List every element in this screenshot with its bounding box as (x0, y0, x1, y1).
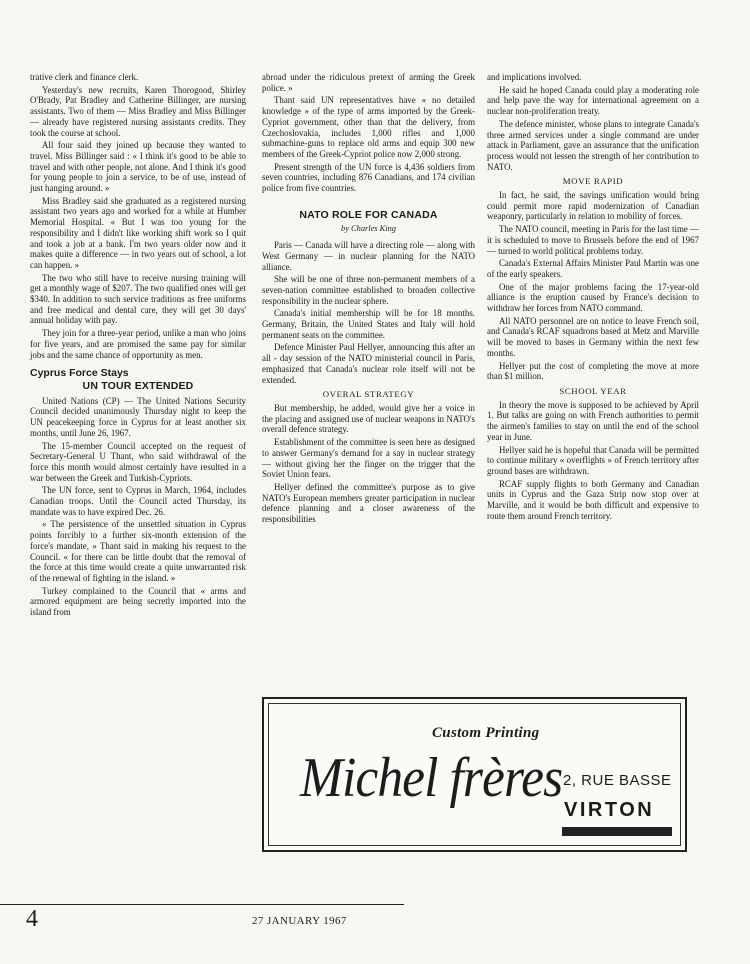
article-paragraph: Miss Bradley said she graduated as a registered nursing assistant two years ago and worked for a while at Humber Memorial Hospital. « But I was too young for the responsibility and I didn't like working shift work so I quit and took a job at a bank. I'm two years older now and it makes quite a difference — in two years out of school, a lot can happen. » (30, 195, 246, 270)
article-paragraph: Thant said UN representatives have « no detailed knowledge » of the type of arms imported by the Greek-Cypriot government, other than that the delivery, from Czechoslovakia, includes 1,000 rifles and 1,000 submachine-guns to replace old arms and equip 300 new members of the Greek-Cypriot police now 2,000 strong. (262, 95, 475, 159)
ad-underline-bar (562, 827, 672, 836)
section-subhead: OVERAL STRATEGY (322, 389, 415, 400)
article-paragraph: Turkey complained to the Council that « arms and armored equipment are being secretly imported into the island from (30, 585, 246, 618)
column-left (30, 72, 246, 620)
section-subhead: MOVE RAPID (562, 176, 624, 187)
issue-date: 27 JANUARY 1967 (252, 915, 347, 927)
article-kicker: Cyprus Force Stays (30, 367, 129, 380)
section-subhead: SCHOOL YEAR (559, 385, 627, 396)
article-paragraph: RCAF supply flights to both Germany and Canadian units in Cyprus and the Gaza Strip now stop over at Marville, and it would be both difficult and expensive to route them around French territory. (487, 478, 699, 521)
article-paragraph: But membership, he added, would give her a voice in the placing and assigned use of nuclear weapons in NATO's overall defence strategy. (262, 402, 475, 435)
article-paragraph: The defence minister, whose plans to integrate Canada's three armed services under a single command are under attack in Parliament, gave an assurance that the unification process would not lessen the strength of her contribution to NATO. (487, 118, 699, 172)
article-paragraph: Hellyer put the cost of completing the move at more than $1 million. (487, 360, 699, 382)
article-paragraph: They join for a three-year period, unlike a man who joins for five years, and are promised the same pay for similar jobs and the same chance of opportunity as men. (30, 328, 246, 360)
article-paragraph: United Nations (CP) — The United Nations Security Council decided unanimously Thursday night to keep the UN peacekeeping force in Cyprus for at least another six months, until June 26, 1967. (30, 395, 246, 438)
article-paragraph: He said he hoped Canada could play a moderating role and help pave the way for international agreement on a nuclear non-proliferation treaty. (487, 84, 699, 117)
article-paragraph: The 15-member Council accepted on the request of Secretary-General U Thant, who said withdrawal of the force this month would almost certainly have resulted in a war between the Greek and Turkish-Cypriots. (30, 440, 246, 483)
article-paragraph: « The persistence of the unsettled situation in Cyprus points forcibly to a further six-month extension of the force's mandate, » Thant said in making his request to the Council. « for there can be little doubt that the removal of the force at this time would create a quite unwarranted risk of the renewal of fighting in the island. » (30, 519, 246, 583)
ad-tagline: Custom Printing (432, 725, 540, 741)
article-paragraph: She will be one of three non-permanent members of a seven-nation committee established to broaden collective responsibility in the nuclear sphere. (262, 274, 475, 306)
article-paragraph: Hellyer defined the committee's purpose as to give NATO's European members greater participation in nuclear defence planning and a closer awareness of the responsibilities (262, 481, 475, 525)
article-paragraph: Yesterday's new recruits, Karen Thorogood, Shirley O'Brady, Pat Bradley and Catherine Billinger, are nursing assistants. Two of them — Miss Bradley and Miss Billinger — already have registered nursing assistants credits. They took the course at school. (30, 84, 246, 138)
article-paragraph: Paris — Canada will have a directing role — along with West Germany — in nuclear planning for the NATO alliance. (262, 240, 475, 272)
ad-brand-name: Michel frères (300, 747, 563, 809)
article-paragraph: The UN force, sent to Cyprus in March, 1964, includes Canadian troops. Until the Council acted Thursday, its mandate was to have expired Dec. 26. (30, 485, 246, 517)
article-headline: UN TOUR EXTENDED (82, 379, 194, 392)
article-paragraph: Canada's initial membership will be for 18 months. Germany, Britain, the United States and Italy will hold permanent seats on the committee. (262, 308, 475, 340)
ad-address: 2, RUE BASSE (563, 772, 672, 789)
footer-rule (0, 904, 404, 905)
column-middle (262, 72, 475, 527)
column-right (487, 72, 699, 523)
article-paragraph: and implications involved. (487, 72, 582, 82)
article-paragraph: In fact, he said, the savings unification would bring could permit more rapid modernization of Canadian weaponry, particularly in relation to mobility of forces. (487, 190, 699, 222)
article-paragraph: The two who still have to receive nursing training will get a monthly wage of $207. The two qualified ones will get $340. In addition to such service traditions as free uniforms and free medical and dental care, they will get 30 days' annual holiday with pay. (30, 272, 246, 326)
ad-city: VIRTON (564, 799, 655, 821)
article-paragraph: Canada's External Affairs Minister Paul Martin was one of the early speakers. (487, 258, 699, 279)
article-paragraph: Hellyer said he is hopeful that Canada will be permitted to continue military « overflights » of French territory after ground bases are withdrawn. (487, 444, 699, 476)
page-number: 4 (26, 906, 38, 932)
article-byline: by Charles King (341, 224, 396, 234)
article-paragraph: Establishment of the committee is seen here as designed to answer Germany's demand for a say in nuclear strategy — without giving her the finger on the trigger that the Soviet Union fears. (262, 437, 475, 480)
article-paragraph: Defence Minister Paul Hellyer, announcing this after an all - day session of the NATO ministerial council in Paris, emphasized that Canada's nuclear role itself will not be extended. (262, 342, 475, 385)
article-paragraph: One of the major problems facing the 17-year-old alliance is the eruption caused by France's decision to withdraw her forces from NATO command. (487, 281, 699, 314)
article-paragraph: All four said they joined up because they wanted to travel. Miss Billinger said : « I think it's good to be able to travel and with other people, not alone. And I think it's good for young people to join a service, to be of use, instead of just hanging around. » (30, 140, 246, 194)
article-paragraph: abroad under the ridiculous pretext of arming the Greek police. » (262, 72, 475, 93)
article-paragraph: All NATO personnel are on notice to leave French soil, and Canada's RCAF squadrons based at Metz and Marville will be moved to bases in Germany within the next few months. (487, 315, 699, 358)
article-paragraph: trative clerk and finance clerk. (30, 72, 139, 82)
article-paragraph: Present strength of the UN force is 4,436 soldiers from seven countries, including 876 Canadians, and 174 civilian police from five countries. (262, 161, 475, 194)
printing-advertisement (262, 697, 687, 852)
article-paragraph: The NATO council, meeting in Paris for the last time — it is scheduled to move to Brussels before the end of 1967 — turned to world political problems today. (487, 224, 699, 256)
article-headline: NATO ROLE FOR CANADA (299, 208, 438, 221)
article-paragraph: In theory the move is supposed to be achieved by April 1. But talks are going on with French authorities to permit the airmen's families to stay on until the end of the school year in June. (487, 399, 699, 442)
